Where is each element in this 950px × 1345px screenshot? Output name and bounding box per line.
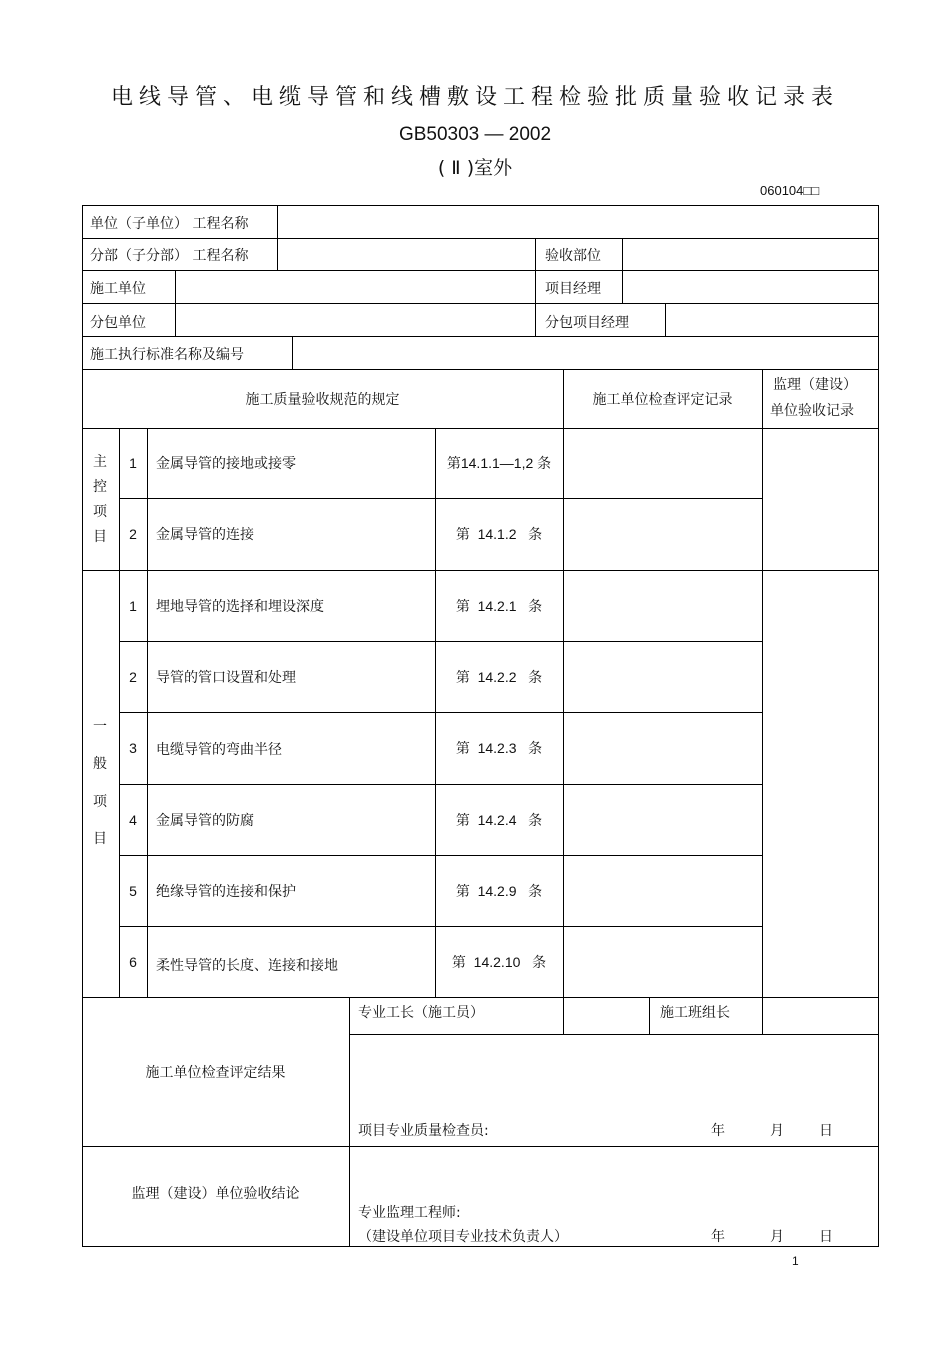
supervisor-label: 专业监理工程师:	[358, 1205, 461, 1221]
standard-label: 施工执行标准名称及编号	[90, 347, 244, 363]
construction-unit-label: 施工单位	[90, 281, 146, 297]
standard-code: GB50303 — 2002	[398, 124, 552, 145]
form-subtitle: ( Ⅱ )室外	[437, 157, 513, 179]
foreman-label: 专业工长（施工员）	[358, 1005, 484, 1021]
date-day: 日	[819, 1123, 833, 1139]
check-result-label: 施工单位检查评定结果	[145, 1064, 286, 1081]
supervision-header-line2: 单位验收记录	[770, 403, 854, 419]
subcontractor-label: 分包单位	[90, 315, 146, 331]
acceptance-part-label: 验收部位	[545, 248, 601, 264]
spec-header: 施工质量验收规范的规定	[245, 391, 400, 408]
supervision-header-line1: 监理（建设）	[773, 377, 857, 393]
team-leader-label: 施工班组长	[660, 1005, 730, 1021]
owner-rep-label: （建设单位项目专业技术负责人）	[358, 1229, 568, 1245]
quality-inspector-label: 项目专业质量检查员:	[358, 1123, 489, 1139]
supervision-conclusion-label: 监理（建设）单位验收结论	[131, 1186, 300, 1202]
date-month: 月	[770, 1229, 784, 1245]
inspection-header: 施工单位检查评定记录	[592, 391, 733, 408]
date-day: 日	[819, 1229, 833, 1245]
unit-project-label: 单位（子单位） 工程名称	[90, 216, 249, 232]
form-code: 060104□□	[760, 183, 820, 198]
division-project-label: 分部（子分部） 工程名称	[90, 248, 249, 264]
page-number: 1	[792, 1254, 799, 1268]
form-title: 电线导管、电缆导管和线槽敷设工程检验批质量验收记录表	[110, 85, 839, 110]
date-year: 年	[711, 1123, 725, 1139]
date-year: 年	[711, 1229, 725, 1245]
project-manager-label: 项目经理	[545, 281, 601, 297]
date-month: 月	[770, 1123, 784, 1139]
sub-project-manager-label: 分包项目经理	[545, 315, 629, 331]
